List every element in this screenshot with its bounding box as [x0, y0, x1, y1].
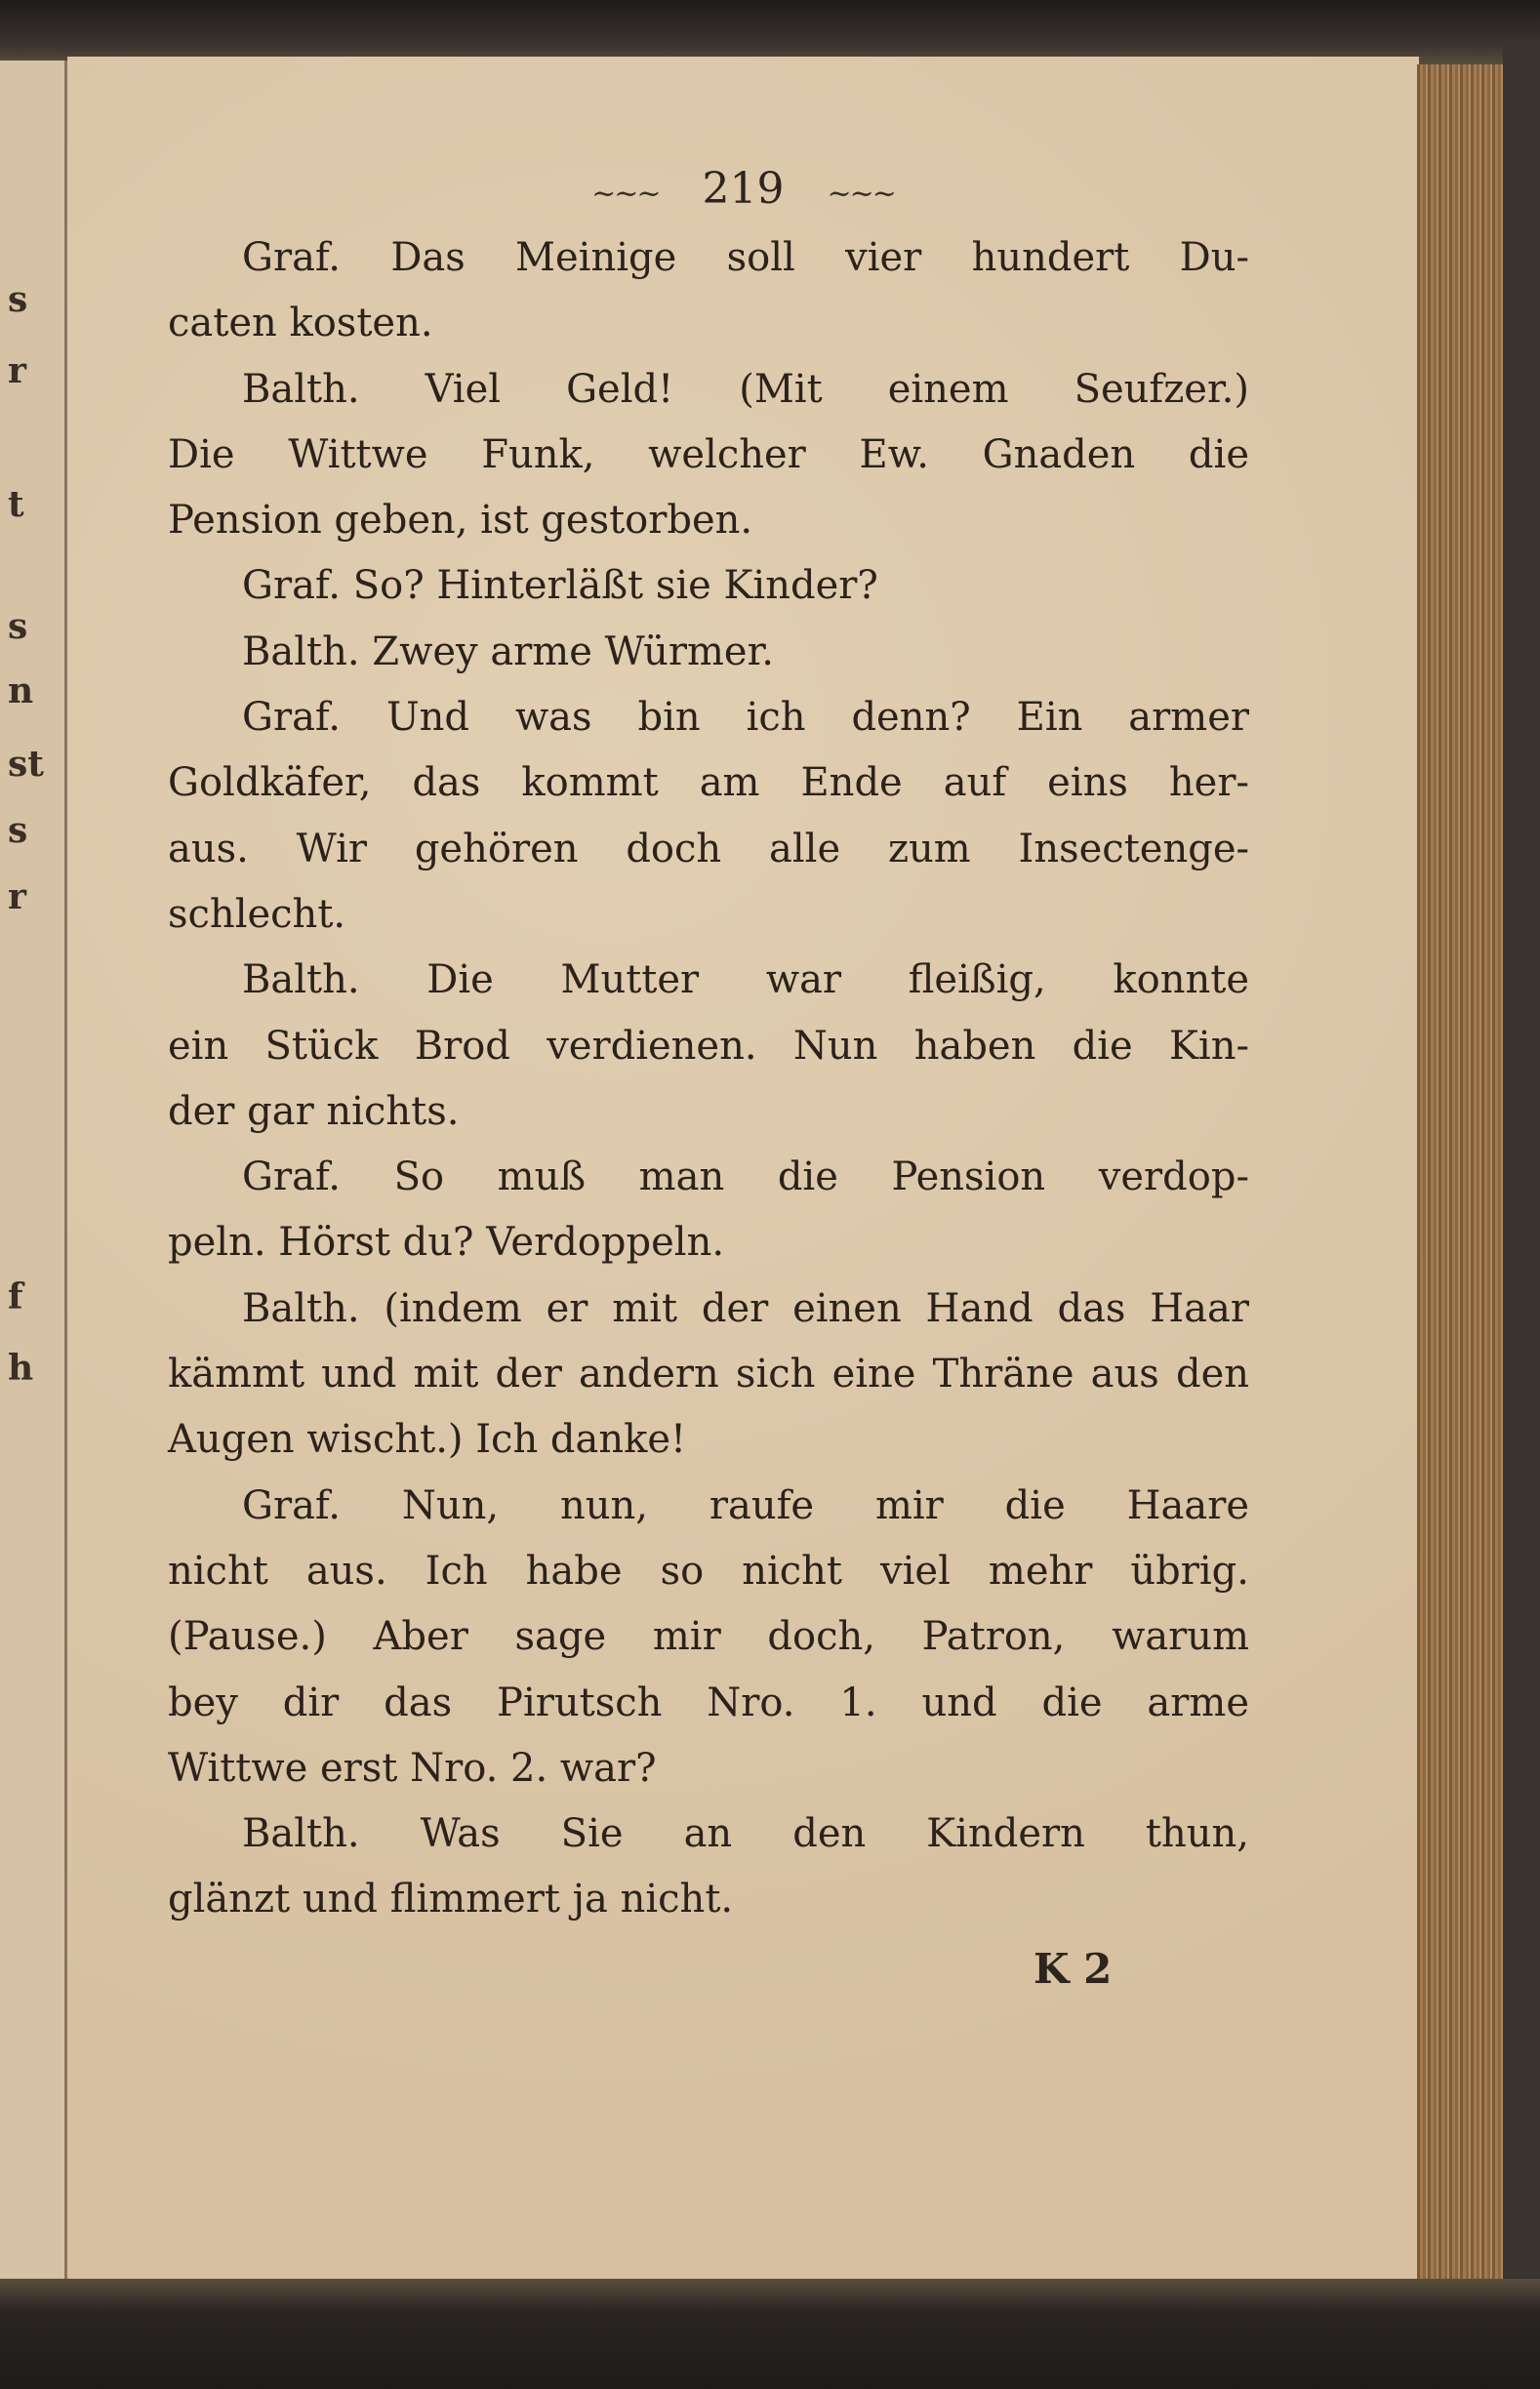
text-line: caten kosten. [168, 301, 433, 346]
text-line: schlecht. [168, 891, 346, 937]
book-page [67, 57, 1419, 2291]
text-line: Wittwe erst Nro. 2. war? [168, 1745, 657, 1791]
text-line: Graf. Und was bin ich denn? Ein armer [242, 695, 1249, 741]
margin-letter: r [8, 876, 26, 917]
book-bottom-edge [0, 2279, 1540, 2389]
text-line: Die Wittwe Funk, welcher Ew. Gnaden die [168, 431, 1249, 477]
left-page-fragment [0, 61, 67, 2295]
text-line: Pension geben, ist gestorben. [168, 498, 753, 544]
text-line: aus. Wir gehören doch alle zum Insectenge- [168, 826, 1249, 871]
text-line: glänzt und flimmert ja nicht. [168, 1877, 734, 1923]
text-line: Balth. Viel Geld! (Mit einem Seufzer.) [242, 366, 1249, 412]
text-line: Balth. Was Sie an den Kindern thun, [242, 1811, 1249, 1857]
text-line: Balth. Die Mutter war fleißig, konnte [242, 957, 1249, 1003]
text-line: Augen wischt.) Ich danke! [168, 1417, 687, 1463]
text-line: kämmt und mit der andern sich eine Thräne aus den [168, 1352, 1249, 1397]
book-top-edge [0, 0, 1540, 64]
text-line: Balth. Zwey arme Würmer. [242, 628, 775, 674]
text-line: (Pause.) Aber sage mir doch, Patron, warum [168, 1614, 1249, 1660]
page-header [67, 164, 1419, 214]
margin-letter: t [8, 484, 24, 525]
ornament-right: ~~~ [827, 177, 895, 211]
margin-letter: r [8, 350, 26, 391]
text-line: Graf. Das Meinige soll vier hundert Du- [242, 235, 1249, 280]
text-line: bey dir das Pirutsch Nro. 1. und die arme [168, 1680, 1249, 1725]
margin-letter: s [8, 810, 28, 851]
ornament-left: ~~~ [591, 177, 660, 211]
text-line: ein Stück Brod verdienen. Nun haben die Kin- [168, 1023, 1249, 1069]
text-line: der gar nichts. [168, 1088, 460, 1134]
text-line: nicht aus. Ich habe so nicht viel mehr übrig. [168, 1548, 1249, 1594]
margin-letter: h [8, 1348, 34, 1389]
page-number: 219 [702, 164, 785, 214]
book-cover-edge [1503, 39, 1540, 2313]
text-line: Graf. So muß man die Pension verdop- [242, 1154, 1249, 1200]
page-text [168, 225, 1249, 1933]
margin-letter: n [8, 670, 34, 711]
margin-letter: f [8, 1276, 23, 1317]
text-line: Graf. Nun, nun, raufe mir die Haare [242, 1482, 1249, 1528]
text-line: Balth. (indem er mit der einen Hand das Haar [242, 1285, 1249, 1331]
signature-mark: K 2 [1033, 1945, 1113, 1993]
text-line: Graf. So? Hinterläßt sie Kinder? [242, 563, 878, 609]
margin-letter: s [8, 279, 28, 320]
text-line: Goldkäfer, das kommt am Ende auf eins her- [168, 760, 1249, 806]
margin-letter: s [8, 606, 28, 647]
text-line: peln. Hörst du? Verdoppeln. [168, 1220, 725, 1266]
margin-letter: st [8, 744, 44, 785]
